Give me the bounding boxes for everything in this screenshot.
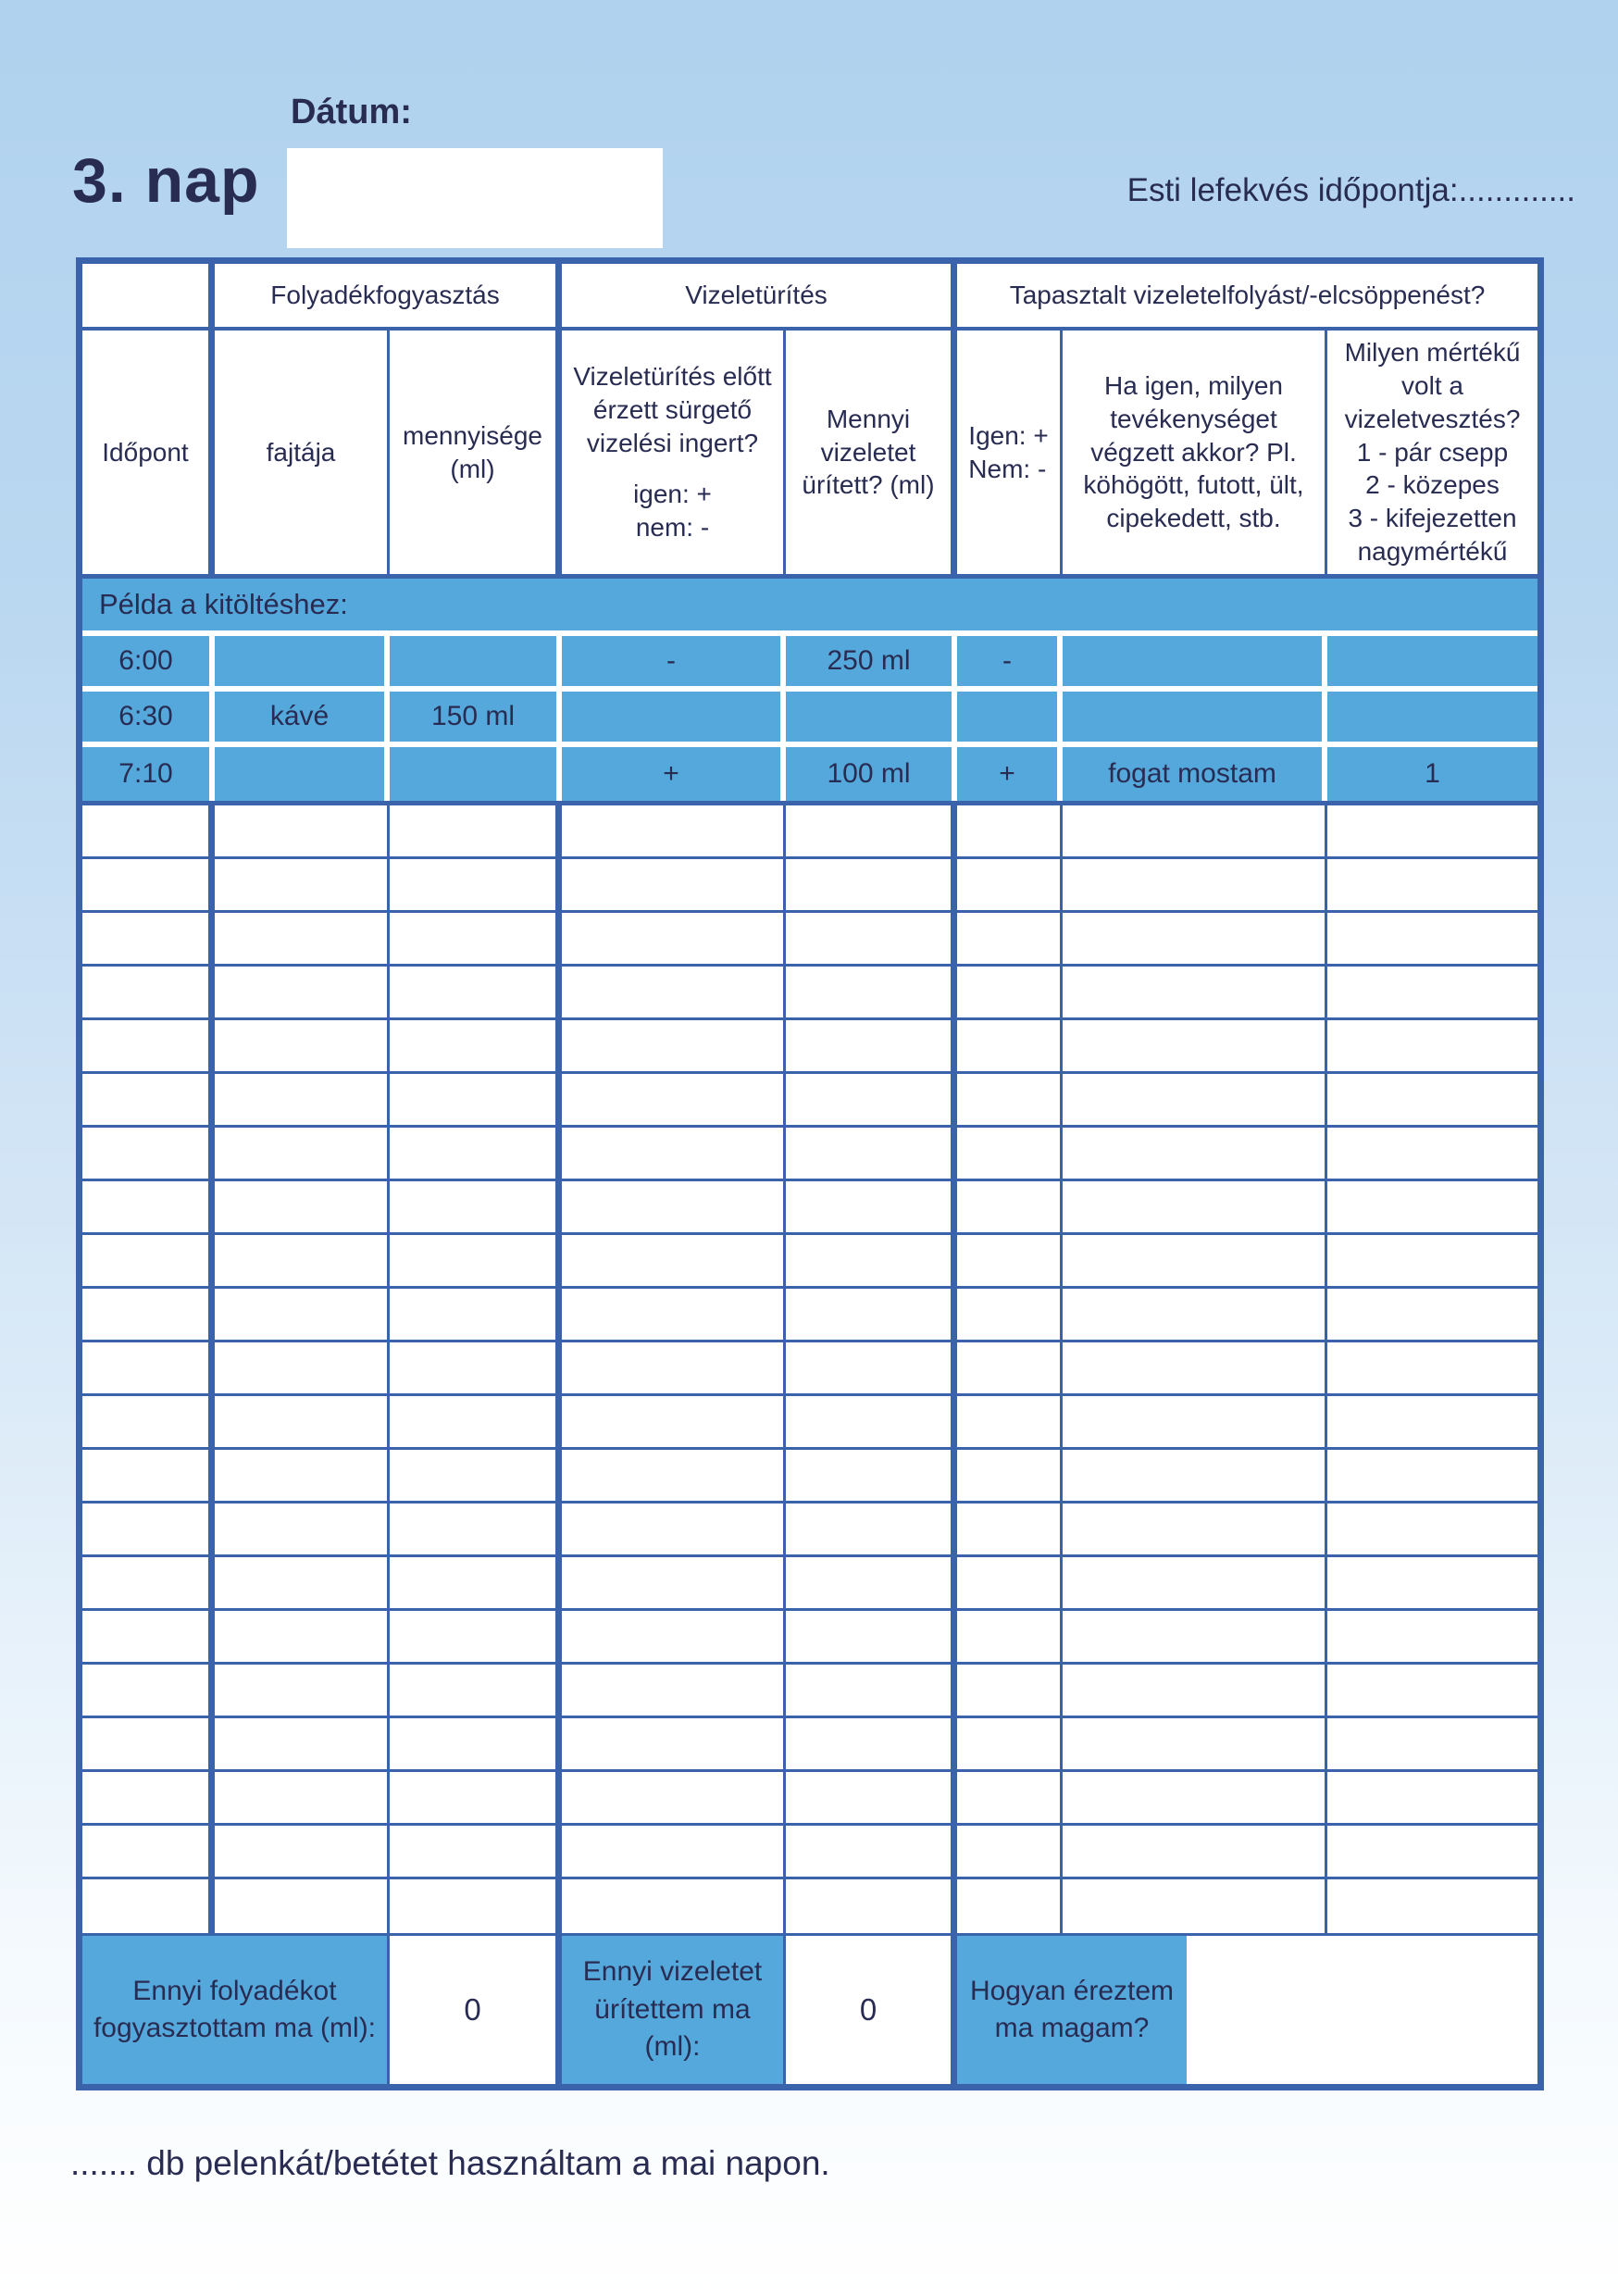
entry-cell-r13-c4[interactable]: [562, 1450, 786, 1504]
entry-cell-r20-c7[interactable]: [1063, 1826, 1327, 1879]
fluid-total-label: Ennyi folyadékot fogyasztottam ma (ml):: [82, 1936, 390, 2084]
entry-cell-r10-c5[interactable]: [786, 1289, 957, 1342]
entry-cell-r5-c4[interactable]: [562, 1020, 786, 1074]
leak-degree-1: 1 - pár csepp: [1356, 437, 1509, 467]
entry-cell-r13-c2[interactable]: [215, 1450, 390, 1504]
example-cell: [1327, 692, 1537, 747]
entry-cell-r16-c7[interactable]: [1063, 1611, 1327, 1665]
entry-cell-r16-c1[interactable]: [82, 1611, 215, 1665]
entry-cell-r5-c2[interactable]: [215, 1020, 390, 1074]
date-label: Dátum:: [291, 93, 412, 131]
example-cell: kávé: [215, 692, 390, 747]
entry-cell-r2-c1[interactable]: [82, 859, 215, 913]
entry-cell-r6-c5[interactable]: [786, 1074, 957, 1128]
entry-cell-r21-c2[interactable]: [215, 1879, 390, 1933]
urge-question: Vizeletürítés előtt érzett sürgető vizelési ingert?: [573, 361, 772, 457]
entry-cell-r4-c1[interactable]: [82, 967, 215, 1020]
example-cell: [1063, 692, 1327, 747]
col-header-fluid-amount: mennyisége (ml): [390, 331, 562, 579]
entry-cell-r6-c6[interactable]: [957, 1074, 1063, 1128]
entry-cell-r9-c4[interactable]: [562, 1235, 786, 1289]
entry-cell-r19-c2[interactable]: [215, 1772, 390, 1826]
entry-cell-r17-c7[interactable]: [1063, 1665, 1327, 1718]
entry-cell-r12-c2[interactable]: [215, 1396, 390, 1450]
entry-cell-r20-c8[interactable]: [1327, 1826, 1537, 1879]
entry-cell-r6-c7[interactable]: [1063, 1074, 1327, 1128]
example-section: [82, 579, 1537, 801]
entry-cell-r21-c7[interactable]: [1063, 1879, 1327, 1933]
entry-cell-r2-c5[interactable]: [786, 859, 957, 913]
example-cell: -: [957, 636, 1063, 692]
entry-cell-r18-c8[interactable]: [1327, 1718, 1537, 1772]
summary-row: [82, 1933, 1537, 2084]
entry-cell-r13-c8[interactable]: [1327, 1450, 1537, 1504]
example-cell: 100 ml: [786, 747, 957, 801]
example-cell: [215, 747, 390, 801]
entry-cell-r17-c2[interactable]: [215, 1665, 390, 1718]
entry-cell-r3-c2[interactable]: [215, 913, 390, 967]
entry-cell-r19-c5[interactable]: [786, 1772, 957, 1826]
entry-cell-r17-c3[interactable]: [390, 1665, 562, 1718]
entry-cell-r14-c2[interactable]: [215, 1504, 390, 1557]
corner-cell: [82, 264, 215, 331]
example-cell: 250 ml: [786, 636, 957, 692]
example-cell: [786, 692, 957, 747]
entry-cell-r15-c1[interactable]: [82, 1557, 215, 1611]
entry-cell-r1-c2[interactable]: [215, 805, 390, 859]
entry-cell-r16-c4[interactable]: [562, 1611, 786, 1665]
entry-cell-r4-c7[interactable]: [1063, 967, 1327, 1020]
entry-cell-r5-c5[interactable]: [786, 1020, 957, 1074]
entry-cell-r4-c2[interactable]: [215, 967, 390, 1020]
entry-cell-r4-c6[interactable]: [957, 967, 1063, 1020]
entry-rows: [82, 801, 1537, 1933]
leak-no-legend: Nem: -: [968, 454, 1047, 483]
entry-cell-r14-c6[interactable]: [957, 1504, 1063, 1557]
entry-cell-r19-c4[interactable]: [562, 1772, 786, 1826]
example-cell: 1: [1327, 747, 1537, 801]
page-title: 3. nap: [72, 145, 260, 216]
entry-cell-r8-c5[interactable]: [786, 1181, 957, 1235]
section-header-leakage: Tapasztalt vizeletelfolyást/-elcsöppenést?: [957, 264, 1537, 331]
entry-cell-r1-c6[interactable]: [957, 805, 1063, 859]
entry-cell-r18-c6[interactable]: [957, 1718, 1063, 1772]
entry-cell-r18-c4[interactable]: [562, 1718, 786, 1772]
fluid-total-value[interactable]: 0: [390, 1936, 562, 2084]
entry-cell-r7-c5[interactable]: [786, 1128, 957, 1181]
entry-cell-r5-c8[interactable]: [1327, 1020, 1537, 1074]
bedtime-label: Esti lefekvés időpontja:.............: [1126, 172, 1575, 208]
entry-cell-r16-c6[interactable]: [957, 1611, 1063, 1665]
entry-cell-r12-c1[interactable]: [82, 1396, 215, 1450]
table-header: [82, 264, 1537, 579]
urge-yes-legend: igen: +: [633, 480, 712, 509]
entry-cell-r10-c1[interactable]: [82, 1289, 215, 1342]
entry-cell-r10-c6[interactable]: [957, 1289, 1063, 1342]
entry-cell-r6-c8[interactable]: [1327, 1074, 1537, 1128]
entry-cell-r9-c6[interactable]: [957, 1235, 1063, 1289]
example-cell: 150 ml: [390, 692, 562, 747]
entry-cell-r7-c8[interactable]: [1327, 1128, 1537, 1181]
entry-cell-r11-c3[interactable]: [390, 1342, 562, 1396]
entry-cell-r20-c6[interactable]: [957, 1826, 1063, 1879]
leak-degree-2: 2 - közepes: [1365, 470, 1500, 500]
entry-cell-r8-c8[interactable]: [1327, 1181, 1537, 1235]
entry-cell-r7-c7[interactable]: [1063, 1128, 1327, 1181]
entry-cell-r14-c8[interactable]: [1327, 1504, 1537, 1557]
entry-cell-r5-c7[interactable]: [1063, 1020, 1327, 1074]
feeling-value[interactable]: [1187, 1936, 1537, 2084]
entry-cell-r15-c5[interactable]: [786, 1557, 957, 1611]
entry-cell-r9-c8[interactable]: [1327, 1235, 1537, 1289]
entry-cell-r12-c7[interactable]: [1063, 1396, 1327, 1450]
entry-cell-r9-c5[interactable]: [786, 1235, 957, 1289]
entry-cell-r20-c1[interactable]: [82, 1826, 215, 1879]
entry-cell-r10-c3[interactable]: [390, 1289, 562, 1342]
entry-cell-r13-c3[interactable]: [390, 1450, 562, 1504]
entry-cell-r12-c8[interactable]: [1327, 1396, 1537, 1450]
entry-cell-r19-c6[interactable]: [957, 1772, 1063, 1826]
entry-cell-r10-c7[interactable]: [1063, 1289, 1327, 1342]
entry-cell-r19-c3[interactable]: [390, 1772, 562, 1826]
entry-cell-r1-c3[interactable]: [390, 805, 562, 859]
diary-table: [76, 257, 1544, 2090]
entry-cell-r2-c6[interactable]: [957, 859, 1063, 913]
col-header-leak-activity: Ha igen, milyen tevékenységet végzett akkor? Pl. köhögött, futott, ült, cipekedett, stb.: [1063, 331, 1327, 579]
section-header-fluid: Folyadékfogyasztás: [215, 264, 562, 331]
entry-cell-r17-c6[interactable]: [957, 1665, 1063, 1718]
entry-cell-r21-c8[interactable]: [1327, 1879, 1537, 1933]
entry-cell-r11-c2[interactable]: [215, 1342, 390, 1396]
example-cell: +: [957, 747, 1063, 801]
leak-yes-legend: Igen: +: [968, 420, 1049, 450]
urine-total-value[interactable]: 0: [786, 1936, 957, 2084]
entry-cell-r15-c2[interactable]: [215, 1557, 390, 1611]
entry-cell-r18-c5[interactable]: [786, 1718, 957, 1772]
entry-cell-r16-c2[interactable]: [215, 1611, 390, 1665]
entry-cell-r14-c3[interactable]: [390, 1504, 562, 1557]
entry-cell-r11-c6[interactable]: [957, 1342, 1063, 1396]
entry-cell-r5-c3[interactable]: [390, 1020, 562, 1074]
entry-cell-r11-c7[interactable]: [1063, 1342, 1327, 1396]
entry-cell-r21-c3[interactable]: [390, 1879, 562, 1933]
entry-cell-r17-c8[interactable]: [1327, 1665, 1537, 1718]
entry-cell-r20-c5[interactable]: [786, 1826, 957, 1879]
entry-cell-r8-c7[interactable]: [1063, 1181, 1327, 1235]
entry-cell-r13-c1[interactable]: [82, 1450, 215, 1504]
entry-cell-r2-c7[interactable]: [1063, 859, 1327, 913]
entry-cell-r2-c3[interactable]: [390, 859, 562, 913]
entry-cell-r15-c7[interactable]: [1063, 1557, 1327, 1611]
entry-cell-r16-c3[interactable]: [390, 1611, 562, 1665]
entry-cell-r1-c5[interactable]: [786, 805, 957, 859]
entry-cell-r17-c4[interactable]: [562, 1665, 786, 1718]
example-cell: [390, 636, 562, 692]
entry-cell-r3-c3[interactable]: [390, 913, 562, 967]
section-header-voiding: Vizeletürítés: [562, 264, 957, 331]
entry-cell-r9-c3[interactable]: [390, 1235, 562, 1289]
entry-cell-r20-c2[interactable]: [215, 1826, 390, 1879]
example-cell: fogat mostam: [1063, 747, 1327, 801]
leak-degree-question: Milyen mértékű volt a vizeletvesztés?: [1344, 338, 1521, 433]
entry-cell-r1-c7[interactable]: [1063, 805, 1327, 859]
entry-cell-r12-c4[interactable]: [562, 1396, 786, 1450]
entry-cell-r20-c4[interactable]: [562, 1826, 786, 1879]
col-header-fluid-type: fajtája: [215, 331, 390, 579]
example-cell: [957, 692, 1063, 747]
entry-cell-r9-c1[interactable]: [82, 1235, 215, 1289]
entry-cell-r18-c2[interactable]: [215, 1718, 390, 1772]
entry-cell-r3-c8[interactable]: [1327, 913, 1537, 967]
entry-cell-r12-c6[interactable]: [957, 1396, 1063, 1450]
example-cell: [215, 636, 390, 692]
entry-cell-r1-c8[interactable]: [1327, 805, 1537, 859]
entry-cell-r6-c3[interactable]: [390, 1074, 562, 1128]
entry-cell-r21-c5[interactable]: [786, 1879, 957, 1933]
entry-cell-r4-c8[interactable]: [1327, 967, 1537, 1020]
entry-cell-r15-c6[interactable]: [957, 1557, 1063, 1611]
entry-cell-r17-c5[interactable]: [786, 1665, 957, 1718]
entry-cell-r4-c5[interactable]: [786, 967, 957, 1020]
entry-cell-r18-c3[interactable]: [390, 1718, 562, 1772]
entry-cell-r9-c7[interactable]: [1063, 1235, 1327, 1289]
example-cell: [1063, 636, 1327, 692]
example-cell: 6:30: [82, 692, 215, 747]
entry-cell-r12-c3[interactable]: [390, 1396, 562, 1450]
entry-cell-r10-c4[interactable]: [562, 1289, 786, 1342]
entry-cell-r7-c3[interactable]: [390, 1128, 562, 1181]
entry-cell-r8-c2[interactable]: [215, 1181, 390, 1235]
example-cell: [390, 747, 562, 801]
example-section-title: Példa a kitöltéshez:: [82, 579, 1537, 636]
entry-cell-r8-c6[interactable]: [957, 1181, 1063, 1235]
entry-cell-r3-c7[interactable]: [1063, 913, 1327, 967]
entry-cell-r9-c2[interactable]: [215, 1235, 390, 1289]
entry-cell-r3-c5[interactable]: [786, 913, 957, 967]
entry-cell-r10-c8[interactable]: [1327, 1289, 1537, 1342]
entry-cell-r7-c2[interactable]: [215, 1128, 390, 1181]
date-input-box[interactable]: [287, 148, 663, 248]
example-cell: 7:10: [82, 747, 215, 801]
entry-cell-r13-c5[interactable]: [786, 1450, 957, 1504]
entry-cell-r21-c1[interactable]: [82, 1879, 215, 1933]
entry-cell-r21-c6[interactable]: [957, 1879, 1063, 1933]
urge-no-legend: nem: -: [635, 513, 710, 543]
entry-cell-r3-c6[interactable]: [957, 913, 1063, 967]
urine-total-label: Ennyi vizeletet ürítettem ma (ml):: [562, 1936, 786, 2084]
feeling-label: Hogyan éreztem ma magam?: [957, 1936, 1187, 2084]
col-header-voided-amount: Mennyi vizeletet ürített? (ml): [786, 331, 957, 579]
example-cell: -: [562, 636, 786, 692]
entry-cell-r3-c1[interactable]: [82, 913, 215, 967]
entry-cell-r19-c1[interactable]: [82, 1772, 215, 1826]
entry-cell-r7-c4[interactable]: [562, 1128, 786, 1181]
entry-cell-r8-c4[interactable]: [562, 1181, 786, 1235]
example-cell: 6:00: [82, 636, 215, 692]
entry-cell-r16-c5[interactable]: [786, 1611, 957, 1665]
entry-cell-r11-c8[interactable]: [1327, 1342, 1537, 1396]
entry-cell-r11-c5[interactable]: [786, 1342, 957, 1396]
entry-cell-r6-c1[interactable]: [82, 1074, 215, 1128]
example-cell: [1327, 636, 1537, 692]
entry-cell-r7-c6[interactable]: [957, 1128, 1063, 1181]
entry-cell-r15-c3[interactable]: [390, 1557, 562, 1611]
col-header-urge: [562, 331, 786, 579]
entry-cell-r2-c4[interactable]: [562, 859, 786, 913]
pad-count-note: ....... db pelenkát/betétet használtam a mai napon.: [70, 2144, 830, 2182]
entry-cell-r18-c7[interactable]: [1063, 1718, 1327, 1772]
entry-cell-r14-c7[interactable]: [1063, 1504, 1327, 1557]
entry-cell-r21-c4[interactable]: [562, 1879, 786, 1933]
entry-cell-r15-c4[interactable]: [562, 1557, 786, 1611]
entry-cell-r8-c3[interactable]: [390, 1181, 562, 1235]
entry-cell-r6-c4[interactable]: [562, 1074, 786, 1128]
entry-cell-r3-c4[interactable]: [562, 913, 786, 967]
entry-cell-r18-c1[interactable]: [82, 1718, 215, 1772]
entry-cell-r16-c8[interactable]: [1327, 1611, 1537, 1665]
entry-cell-r14-c5[interactable]: [786, 1504, 957, 1557]
example-cell: [562, 692, 786, 747]
entry-cell-r17-c1[interactable]: [82, 1665, 215, 1718]
entry-cell-r15-c8[interactable]: [1327, 1557, 1537, 1611]
entry-cell-r5-c1[interactable]: [82, 1020, 215, 1074]
col-header-leak-yesno: [957, 331, 1063, 579]
entry-cell-r11-c1[interactable]: [82, 1342, 215, 1396]
entry-cell-r8-c1[interactable]: [82, 1181, 215, 1235]
entry-cell-r13-c6[interactable]: [957, 1450, 1063, 1504]
example-cell: +: [562, 747, 786, 801]
col-header-leak-degree: [1327, 331, 1537, 579]
entry-cell-r20-c3[interactable]: [390, 1826, 562, 1879]
entry-cell-r2-c2[interactable]: [215, 859, 390, 913]
leak-degree-3: 3 - kifejezetten nagymértékű: [1348, 504, 1517, 567]
col-header-time: Időpont: [82, 331, 215, 579]
entry-cell-r10-c2[interactable]: [215, 1289, 390, 1342]
entry-cell-r19-c8[interactable]: [1327, 1772, 1537, 1826]
entry-cell-r6-c2[interactable]: [215, 1074, 390, 1128]
entry-cell-r11-c4[interactable]: [562, 1342, 786, 1396]
entry-cell-r19-c7[interactable]: [1063, 1772, 1327, 1826]
entry-cell-r14-c4[interactable]: [562, 1504, 786, 1557]
entry-cell-r2-c8[interactable]: [1327, 859, 1537, 913]
entry-cell-r1-c4[interactable]: [562, 805, 786, 859]
entry-cell-r4-c4[interactable]: [562, 967, 786, 1020]
entry-cell-r14-c1[interactable]: [82, 1504, 215, 1557]
entry-cell-r5-c6[interactable]: [957, 1020, 1063, 1074]
entry-cell-r1-c1[interactable]: [82, 805, 215, 859]
entry-cell-r13-c7[interactable]: [1063, 1450, 1327, 1504]
entry-cell-r4-c3[interactable]: [390, 967, 562, 1020]
entry-cell-r12-c5[interactable]: [786, 1396, 957, 1450]
entry-cell-r7-c1[interactable]: [82, 1128, 215, 1181]
